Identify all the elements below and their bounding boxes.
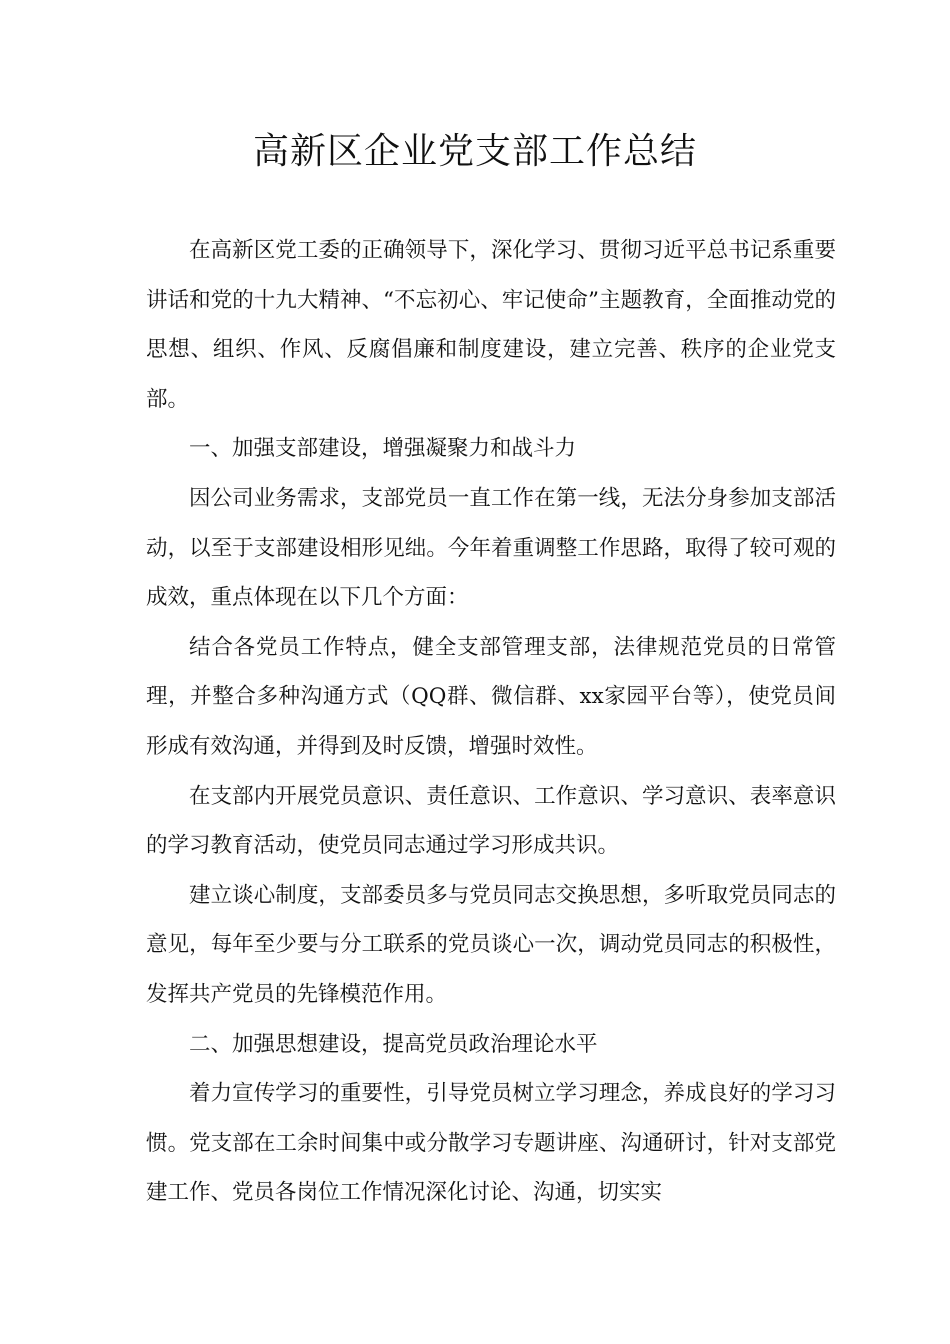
- section-heading-2: 二、加强思想建设，提高党员政治理论水平: [189, 1031, 598, 1057]
- intro-paragraph: 在高新区党工委的正确领导下，深化学习、贯彻习近平总书记系重要讲话和党的十九大精神、“不忘初心、牢记使命”主题教育，全面推动党的思想、组织、作风、反腐倡廉和制度建设，建立完善、秩序的企业党支部。: [146, 238, 836, 412]
- section-heading-1: 一、加强支部建设，增强凝聚力和战斗力: [189, 436, 577, 462]
- paragraph-1: 因公司业务需求，支部党员一直工作在第一线，无法分身参加支部活动，以至于支部建设相形见绌。今年着重调整工作思路，取得了较可观的成效，重点体现在以下几个方面：: [146, 485, 836, 611]
- document-body: [146, 226, 836, 1218]
- paragraph-4: 建立谈心制度，支部委员多与党员同志交换思想，多听取党员同志的意见，每年至少要与分工联系的党员谈心一次，调动党员同志的积极性，发挥共产党员的先锋模范作用。: [146, 882, 836, 1007]
- paragraph-5: 着力宣传学习的重要性，引导党员树立学习理念，养成良好的学习习惯。党支部在工余时间集中或分散学习专题讲座、沟通研讨，针对支部党建工作、党员各岗位工作情况深化讨论、沟通，切实实: [146, 1081, 836, 1206]
- document-title: 高新区企业党支部工作总结: [252, 131, 697, 172]
- paragraph-3: 在支部内开展党员意识、责任意识、工作意识、学习意识、表率意识的学习教育活动，使党员同志通过学习形成共识。: [146, 783, 836, 859]
- paragraph-2: 结合各党员工作特点，健全支部管理支部，法律规范党员的日常管理，并整合多种沟通方式（QQ群、微信群、xx家园平台等），使党员间形成有效沟通，并得到及时反馈，增强时效性。: [146, 634, 836, 759]
